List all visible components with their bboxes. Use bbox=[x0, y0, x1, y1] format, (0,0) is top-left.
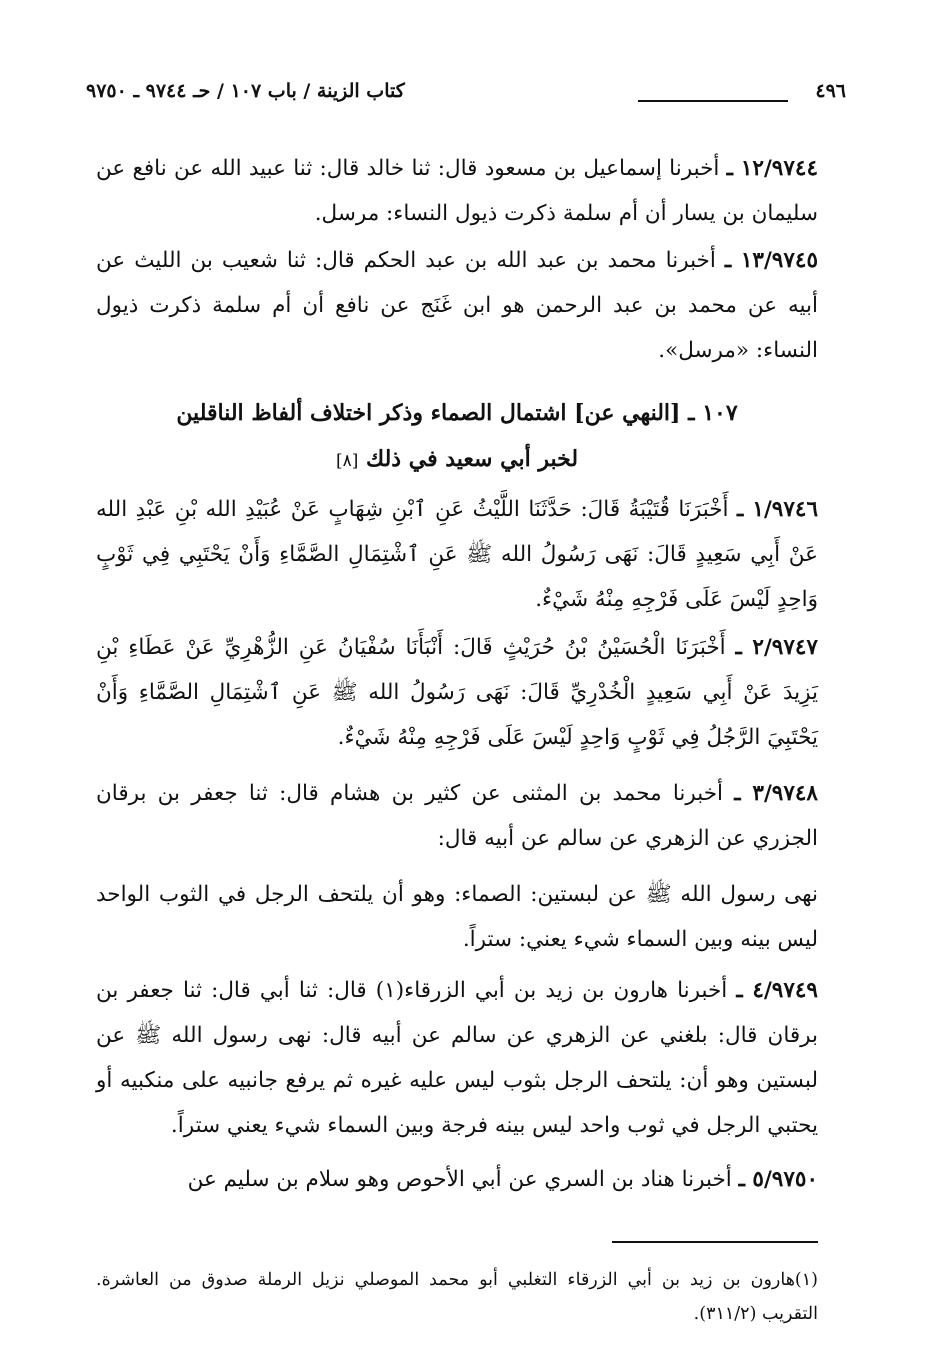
hadith-number: ٥/٩٧٥٠ ـ bbox=[738, 1167, 818, 1192]
hadith-text: نهى رسول الله ﷺ عن لبستين: الصماء: وهو أن يلتحف الرجل في الثوب الواحد ليس بينه وبين السماء شيء يعني: ستراً. bbox=[96, 882, 818, 952]
chapter-title-line1: ١٠٧ ـ [النهي عن] اشتمال الصماء وذكر اختلاف ألفاظ الناقلين bbox=[176, 400, 738, 426]
hadith-9749 bbox=[96, 968, 818, 1148]
paragraph-text: أخبرنا إسماعيل بن مسعود قال: ثنا خالد قال: ثنا عبيد الله عن نافع عن سليمان بن يسار أن أم سلمة ذكرت ذيول النساء: مرسل. bbox=[96, 156, 818, 226]
hadith-9748-matn bbox=[96, 872, 818, 962]
header-rule bbox=[638, 100, 788, 102]
chapter-ref: [٨] bbox=[335, 451, 359, 471]
hadith-9750 bbox=[96, 1157, 818, 1202]
footnote-rule bbox=[612, 1241, 818, 1243]
hadith-text: أخبرنا هارون بن زيد بن أبي الزرقاء(١) قال: ثنا أبي قال: ثنا جعفر بن برقان قال: بلغني عن الزهري عن سالم عن أبيه قال: نهى رسول الله ﷺ عن لبستين وهو أن: يلتحف الرجل بثوب ليس عليه غيره ثم يرفع جانبيه على منكبيه أو يحتبي الرجل في ثوب واحد ليس بينه فرجة وبين السماء شيء يعني ستراً. bbox=[96, 978, 818, 1138]
chapter-title-line2: لخبر أبي سعيد في ذلك bbox=[366, 446, 579, 472]
hadith-number: ٤/٩٧٤٩ ـ bbox=[736, 978, 818, 1003]
paragraph-number: ١٢/٩٧٤٤ ـ bbox=[726, 156, 818, 181]
hadith-9747 bbox=[96, 625, 818, 760]
running-title: كتاب الزينة / باب ١٠٧ / حـ ٩٧٤٤ ـ ٩٧٥٠ bbox=[86, 80, 405, 102]
hadith-text: أخبرنا هناد بن السري عن أبي الأحوص وهو سلام بن سليم عن bbox=[187, 1167, 732, 1192]
hadith-text: أَخْبَرَنَا قُتَيْبَةُ قَالَ: حَدَّثَنَا اللَّيْثُ عَنِ ٱبْنِ شِهَابٍ عَنْ عُبَيْدِ الله بْنِ عَبْدِ الله عَنْ أَبِي سَعِيدٍ قَالَ: نَهَى رَسُولُ الله ﷺ عَنِ ٱشْتِمَالِ الصَّمَّاءِ وَأَنْ يَحْتَبِي فِي ثَوْبٍ وَاحِدٍ لَيْسَ عَلَى فَرْجِهِ مِنْهُ شَيْءٌ. bbox=[96, 497, 818, 612]
paragraph-9745 bbox=[96, 238, 818, 373]
hadith-number: ٢/٩٧٤٧ ـ bbox=[735, 635, 818, 660]
paragraph-9744 bbox=[96, 146, 818, 236]
hadith-9748 bbox=[96, 771, 818, 861]
hadith-number: ١/٩٧٤٦ ـ bbox=[736, 497, 818, 522]
paragraph-number: ١٣/٩٧٤٥ ـ bbox=[724, 248, 818, 273]
hadith-9746 bbox=[96, 487, 818, 622]
hadith-number: ٣/٩٧٤٨ ـ bbox=[734, 781, 818, 806]
footnote: (١)هارون بن زيد بن أبي الزرقاء التغلبي أبو محمد الموصلي نزيل الرملة صدوق من العاشرة. التقريب (٣١١/٢). bbox=[96, 1270, 818, 1324]
chapter-heading bbox=[96, 390, 818, 484]
hadith-text: أخبرنا محمد بن المثنى عن كثير بن هشام قال: ثنا جعفر بن برقان الجزري عن الزهري عن سالم عن أبيه قال: bbox=[96, 781, 818, 851]
running-header bbox=[86, 80, 846, 112]
hadith-text: أَخْبَرَنَا الْحُسَيْنُ بْنُ حُرَيْثٍ قَالَ: أَنْبَأَنَا سُفْيَانُ عَنِ الزُّهْرِيِّ عَنْ عَطَاءِ بْنِ يَزِيدَ عَنْ أَبِي سَعِيدٍ الْخُدْرِيِّ قَالَ: نَهَى رَسُولُ الله ﷺ عَنِ ٱشْتِمَالِ الصَّمَّاءِ وَأَنْ يَحْتَبِيَ الرَّجُلُ فِي ثَوْبٍ وَاحِدٍ لَيْسَ عَلَى فَرْجِهِ مِنْهُ شَيْءٌ. bbox=[96, 635, 818, 750]
page-number: ٤٩٦ bbox=[815, 80, 846, 102]
paragraph-text: أخبرنا محمد بن عبد الله بن عبد الحكم قال: ثنا شعيب بن الليث عن أبيه عن محمد بن عبد الرحمن هو ابن غَنَج عن نافع أن أم سلمة ذكرت ذيول النساء: «مرسل». bbox=[96, 248, 818, 363]
